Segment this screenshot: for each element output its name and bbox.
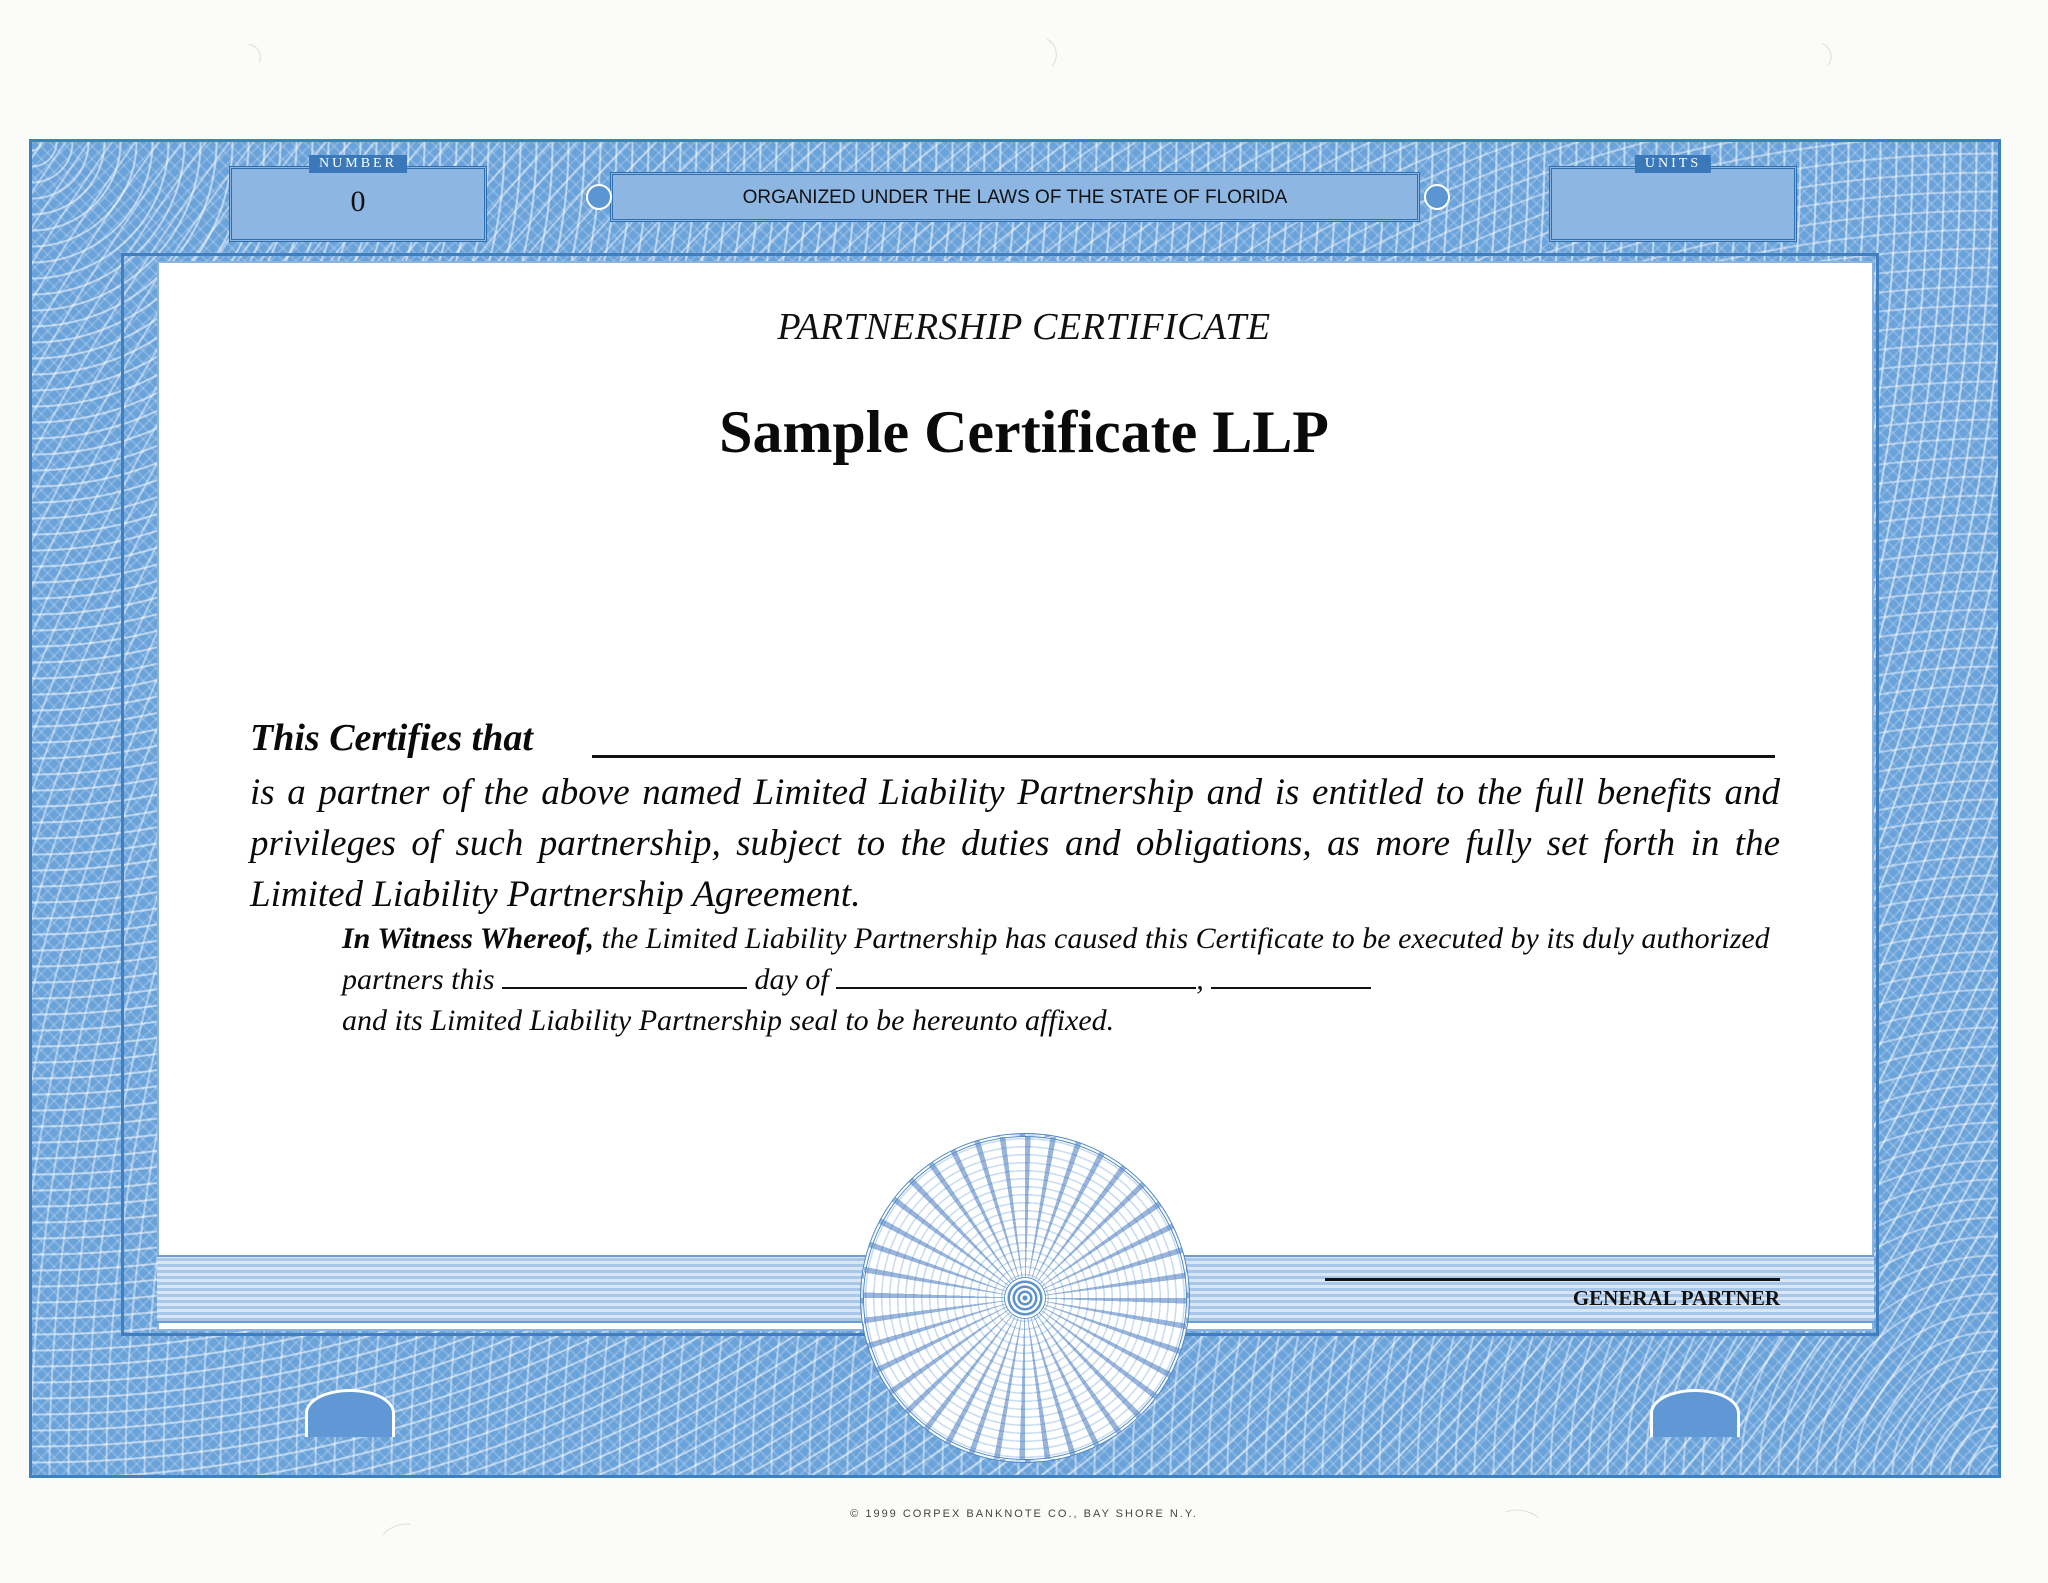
border-ornament xyxy=(1650,1389,1740,1437)
border-ornament xyxy=(305,1389,395,1437)
partner-name-blank xyxy=(592,755,1775,758)
witness-text: the Limited Liability Partnership has caused this Certificate to be executed by its duly authorized partners this xyxy=(342,922,1770,996)
general-partner-label: GENERAL PARTNER xyxy=(1572,1286,1780,1310)
witness-heading: In Witness Whereof, xyxy=(342,922,595,955)
paper-fiber xyxy=(378,1519,421,1551)
organized-under-text: ORGANIZED UNDER THE LAWS OF THE STATE OF FLORIDA xyxy=(742,187,1288,208)
year-blank xyxy=(1211,963,1371,989)
day-blank xyxy=(502,963,747,989)
certifies-label: This Certifies that xyxy=(250,717,533,759)
seal-center xyxy=(1004,1277,1046,1319)
units-panel xyxy=(1549,156,1797,242)
rosette-icon xyxy=(586,184,612,210)
rosette-icon xyxy=(1424,184,1450,210)
partner-statement: is a partner of the above named Limited Liability Partnership and is entitled to the full benefits and privileges of such partnership, subject to the duties and obligations, as more fully set forth in the Limited Liability Partnership Agreement. xyxy=(250,772,1780,915)
certificate-number: 0 xyxy=(350,185,366,218)
paper-fiber xyxy=(1002,31,1061,81)
witness-comma: , xyxy=(1196,963,1212,996)
paper-fiber xyxy=(215,37,267,86)
state-panel xyxy=(610,172,1420,222)
witness-seal-text: and its Limited Liability Partnership seal to be hereunto affixed. xyxy=(342,1004,1115,1037)
seal-medallion xyxy=(860,1133,1190,1463)
certificate-type-heading: PARTNERSHIP CERTIFICATE xyxy=(777,306,1271,348)
witness-clause xyxy=(342,918,1782,1041)
signature-line xyxy=(1325,1278,1780,1281)
paper-fiber xyxy=(1780,35,1836,82)
units-label: UNITS xyxy=(1635,155,1711,173)
month-blank xyxy=(836,963,1196,989)
number-label: NUMBER xyxy=(309,155,407,173)
witness-day-of: day of xyxy=(747,963,837,996)
company-name: Sample Certificate LLP xyxy=(719,399,1329,465)
copyright-notice: © 1999 CORPEX BANKNOTE CO., BAY SHORE N.Y. xyxy=(850,1508,1198,1520)
number-panel xyxy=(229,156,487,242)
